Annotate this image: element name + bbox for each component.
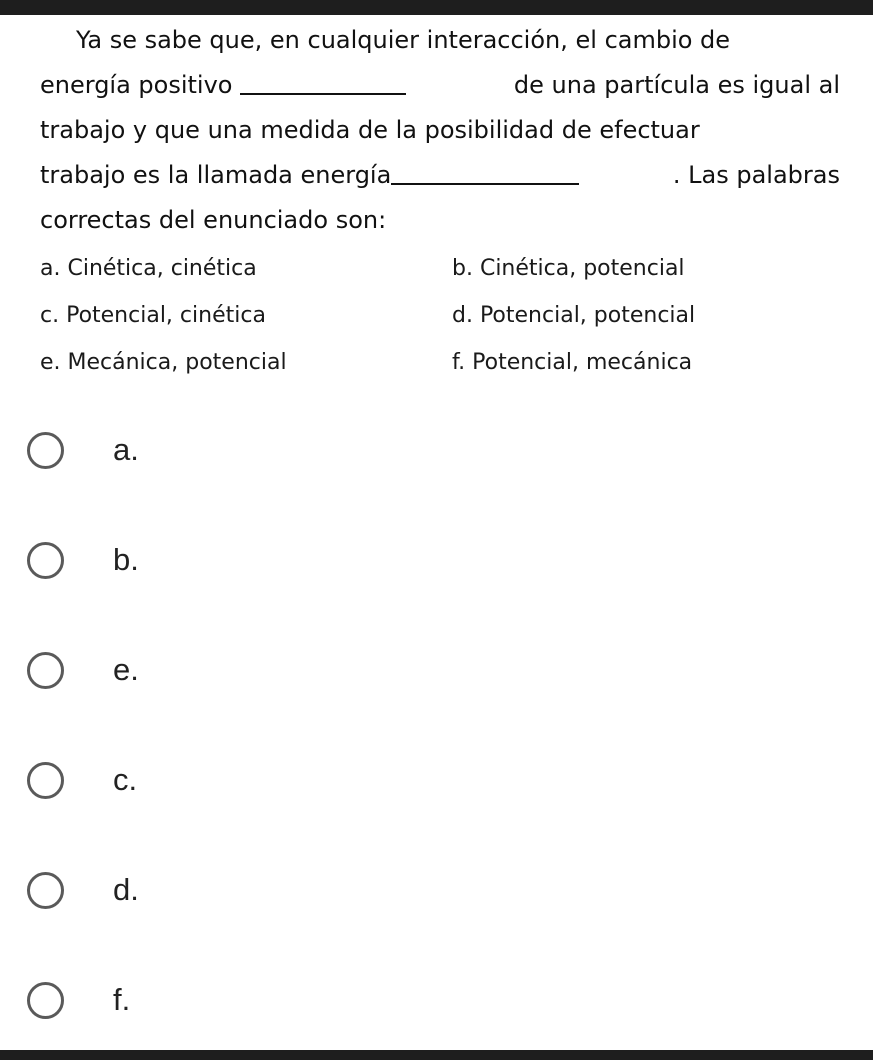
statement-line — [40, 18, 840, 63]
statement-text: correctas del enunciado son: — [40, 206, 387, 234]
radio-button[interactable] — [27, 982, 64, 1019]
option-text-f: f. Potencial, mecánica — [452, 350, 693, 375]
choice-label: a. — [113, 432, 139, 467]
option-text-d: d. Potencial, potencial — [452, 303, 696, 328]
option-text-c: c. Potencial, cinética — [40, 303, 266, 328]
choice-c[interactable] — [27, 725, 139, 835]
choice-d[interactable] — [27, 835, 139, 945]
statement-text: Ya se sabe que, en cualquier interacción, el cambio de — [76, 26, 731, 54]
bottom-bar — [0, 1050, 873, 1060]
statement-line — [40, 108, 840, 153]
choice-label: e. — [113, 652, 139, 687]
choice-label: c. — [113, 762, 138, 797]
radio-button[interactable] — [27, 872, 64, 909]
statement-text: de una partícula es igual al — [513, 71, 840, 99]
statement-segment — [40, 153, 579, 198]
statement-text: trabajo es la llamada energía — [40, 161, 392, 189]
options-grid — [40, 245, 840, 386]
radio-button[interactable] — [27, 432, 64, 469]
option-text-a: a. Cinética, cinética — [40, 256, 257, 281]
answer-choices — [27, 395, 139, 1055]
statement-segment — [40, 63, 406, 108]
option-text-e: e. Mecánica, potencial — [40, 350, 287, 375]
top-bar — [0, 0, 873, 15]
statement-line — [40, 198, 840, 243]
choice-b[interactable] — [27, 505, 139, 615]
options-row — [40, 245, 840, 292]
blank-line — [240, 63, 406, 95]
statement-line — [40, 153, 840, 198]
options-row — [40, 339, 840, 386]
option-text-b: b. Cinética, potencial — [452, 256, 685, 281]
statement-text: trabajo y que una medida de la posibilidad de efectuar — [40, 116, 700, 144]
statement-text: . Las palabras — [672, 161, 840, 189]
options-row — [40, 292, 840, 339]
choice-label: d. — [113, 872, 139, 907]
radio-button[interactable] — [27, 542, 64, 579]
radio-button[interactable] — [27, 652, 64, 689]
statement-line — [40, 63, 840, 108]
choice-e[interactable] — [27, 615, 139, 725]
choice-a[interactable] — [27, 395, 139, 505]
blank-line — [391, 153, 579, 185]
choice-label: f. — [113, 982, 131, 1017]
question-image — [40, 18, 840, 386]
choice-label: b. — [113, 542, 139, 577]
radio-button[interactable] — [27, 762, 64, 799]
statement-text: energía positivo — [40, 71, 241, 99]
choice-f[interactable] — [27, 945, 139, 1055]
